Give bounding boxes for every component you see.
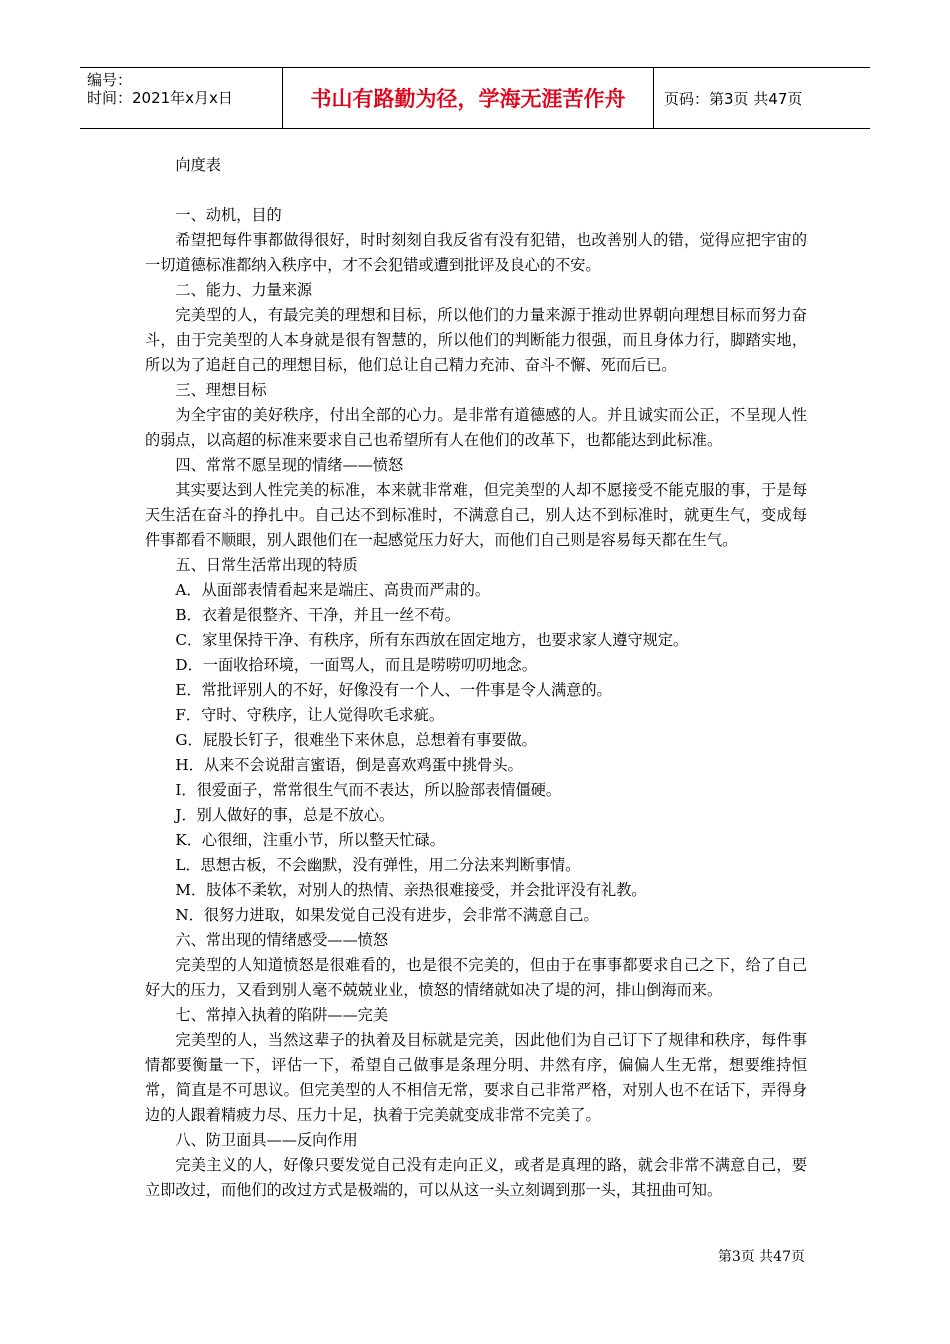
- paragraph: D．一面收拾环境，一面骂人，而且是唠唠叨叨地念。: [175, 656, 537, 674]
- header-motto: 书山有路勤为径，学海无涯苦作舟: [282, 68, 654, 128]
- paragraph: 一、动机，目的: [175, 206, 282, 224]
- page-footer: 第3页 共47页: [717, 1249, 805, 1265]
- paragraph: 三、理想目标: [175, 381, 267, 399]
- paragraph: 完美型的人知道愤怒是很难看的，也是很不完美的，但由于在事事都要求自己之下，给了自己好大的压力，又看到别人毫不兢兢业业，愤怒的情绪就如决了堤的河，排山倒海而来。: [145, 956, 807, 999]
- paragraph: 七、常掉入执着的陷阱——完美: [175, 1006, 389, 1024]
- document-title: 向度表: [175, 156, 221, 174]
- paragraph: H．从来不会说甜言蜜语，倒是喜欢鸡蛋中挑骨头。: [175, 756, 523, 774]
- paragraph: 为全宇宙的美好秩序，付出全部的心力。是非常有道德感的人。并且诚实而公正，不呈现人性的弱点，以高超的标准来要求自己也希望所有人在他们的改革下，也都能达到此标准。: [145, 406, 807, 449]
- paragraph: E．常批评别人的不好，好像没有一个人、一件事是令人满意的。: [175, 681, 612, 699]
- header-meta: [80, 68, 282, 128]
- paragraph: N．很努力进取，如果发觉自己没有进步，会非常不满意自己。: [175, 906, 599, 924]
- paragraph: 完美型的人，当然这辈子的执着及目标就是完美，因此他们为自己订下了规律和秩序，每件事情都要衡量一下，评估一下，希望自己做事是条理分明、井然有序，偏偏人生无常，想要维持恒常，简直是不可思议。但完美型的人不相信无常，要求自己非常严格，对别人也不在话下，弄得身边的人跟着精疲力尽、压力十足，执着于完美就变成非常不完美了。: [145, 1031, 807, 1124]
- paragraph: 四、常常不愿呈现的情绪——愤怒: [175, 456, 404, 474]
- paragraph: 希望把每件事都做得很好，时时刻刻自我反省有没有犯错，也改善别人的错，觉得应把宇宙的一切道德标准都纳入秩序中，才不会犯错或遭到批评及良心的不安。: [145, 231, 807, 274]
- paragraph: M．肢体不柔软，对别人的热情、亲热很难接受，并会批评没有礼教。: [175, 881, 647, 899]
- paragraph: C．家里保持干净、有秩序，所有东西放在固定地方，也要求家人遵守规定。: [175, 631, 689, 649]
- paragraph: L．思想古板，不会幽默，没有弹性，用二分法来判断事情。: [175, 856, 581, 874]
- document-time-label: 时间：2021年x月x日: [87, 89, 233, 107]
- document-number-label: 编号：: [87, 71, 133, 89]
- paragraph: 五、日常生活常出现的特质: [175, 556, 358, 574]
- paragraph-list: [145, 203, 807, 1203]
- paragraph: I．很爱面子，常常很生气而不表达，所以脸部表情僵硬。: [175, 781, 562, 799]
- paragraph: A．从面部表情看起来是端庄、高贵而严肃的。: [175, 581, 491, 599]
- paragraph: F．守时、守秩序，让人觉得吹毛求疵。: [175, 706, 445, 724]
- header-page-code: 页码：第3页 共47页: [664, 89, 803, 108]
- paragraph: 完美型的人，有最完美的理想和目标，所以他们的力量来源于推动世界朝向理想目标而努力奋斗，由于完美型的人本身就是很有智慧的，所以他们的判断能力很强，而且身体力行，脚踏实地，所以为了追赶自己的理想目标，他们总让自己精力充沛、奋斗不懈、死而后已。: [145, 306, 807, 374]
- paragraph: B．衣着是很整齐、干净，并且一丝不苟。: [175, 606, 460, 624]
- paragraph: 二、能力、力量来源: [175, 281, 313, 299]
- page-header: [80, 67, 870, 129]
- paragraph: J．别人做好的事，总是不放心。: [175, 806, 395, 824]
- paragraph: 完美主义的人，好像只要发觉自己没有走向正义，或者是真理的路，就会非常不满意自己，要立即改过，而他们的改过方式是极端的，可以从这一头立刻调到那一头，其扭曲可知。: [145, 1156, 807, 1199]
- paragraph: 六、常出现的情绪感受——愤怒: [175, 931, 389, 949]
- paragraph: K．心很细，注重小节，所以整天忙碌。: [175, 831, 445, 849]
- paragraph: 其实要达到人性完美的标准，本来就非常难，但完美型的人却不愿接受不能克服的事，于是每天生活在奋斗的挣扎中。自己达不到标准时，不满意自己，别人达不到标准时，就更生气，变成每件事都看不顺眼，别人跟他们在一起感觉压力好大，而他们自己则是容易每天都在生气。: [145, 481, 807, 549]
- document-body: [145, 153, 807, 1203]
- paragraph: G．屁股长钉子，很难坐下来休息，总想着有事要做。: [175, 731, 537, 749]
- paragraph: 八、防卫面具——反向作用: [175, 1131, 358, 1149]
